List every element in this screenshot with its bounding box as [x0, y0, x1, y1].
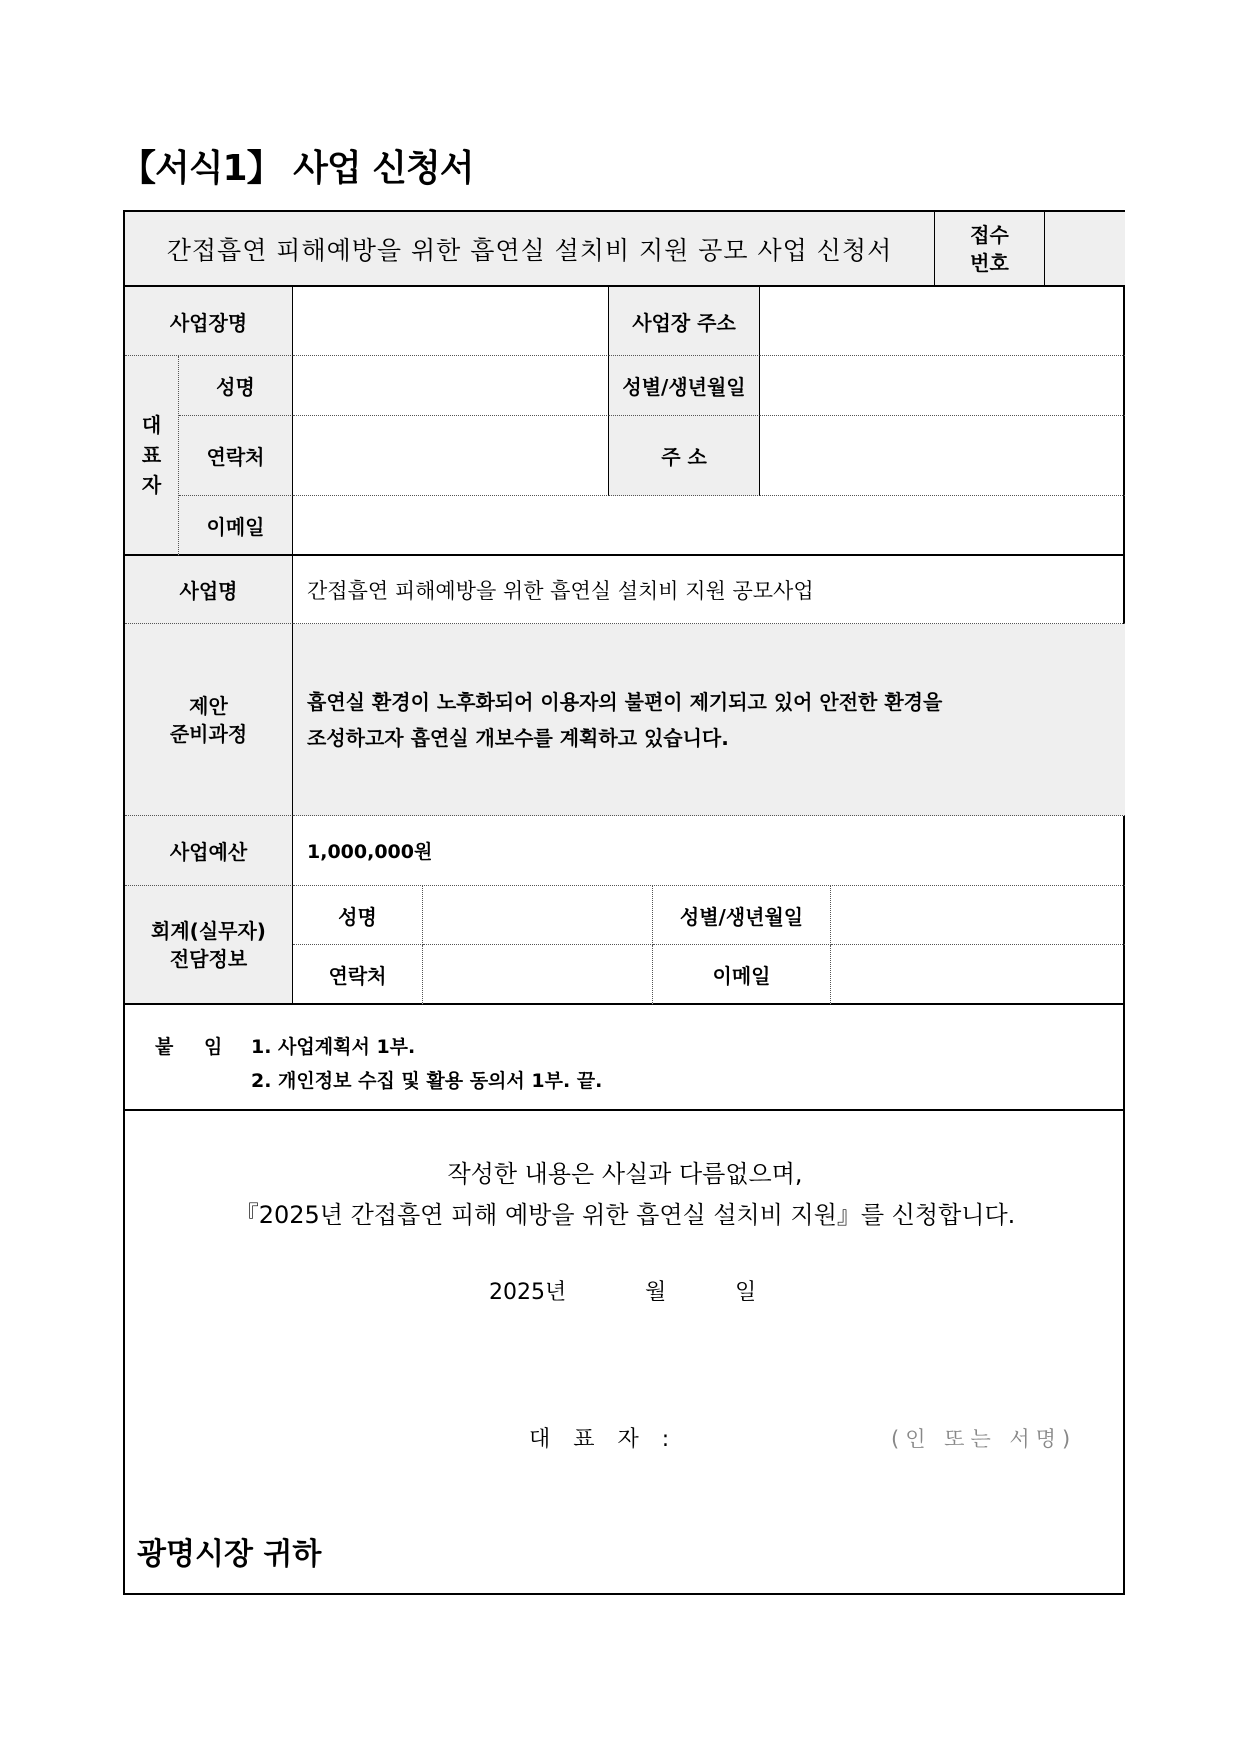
project-name-label: 사업명 — [125, 556, 293, 624]
declaration-line-1: 작성한 내용은 사실과 다름없으며, — [447, 1160, 803, 1188]
acc-name-value[interactable] — [423, 886, 653, 945]
acc-name-label: 성명 — [293, 886, 423, 945]
representative-label: 대 표 자 — [125, 356, 179, 556]
date-day: 일 — [735, 1280, 757, 1305]
acc-contact-label: 연락처 — [293, 945, 423, 1005]
proposal-value: 흡연실 환경이 노후화되어 이용자의 불편이 제기되고 있어 안전한 환경을 조성하고자 흡연실 개보수를 계획하고 있습니다. — [293, 624, 1125, 816]
attachments-section — [125, 1005, 1125, 1111]
date-year: 2025년 — [489, 1280, 567, 1305]
receipt-number-label: 접수 번호 — [935, 212, 1045, 287]
accounting-label: 회계(실무자) 전담정보 — [125, 886, 293, 1005]
rep-address-value[interactable] — [760, 416, 1125, 496]
rep-email-label: 이메일 — [179, 496, 293, 556]
receipt-number-value[interactable] — [1045, 212, 1125, 287]
business-address-value[interactable] — [760, 287, 1125, 356]
rep-name-label: 성명 — [179, 356, 293, 416]
business-address-label: 사업장 주소 — [609, 287, 760, 356]
attachment-item: 2. 개인정보 수집 및 활용 동의서 1부. 끝. — [251, 1070, 603, 1092]
rep-address-label: 주 소 — [609, 416, 760, 496]
rep-gender-birth-value[interactable] — [760, 356, 1125, 416]
project-name-value: 간접흡연 피해예방을 위한 흡연실 설치비 지원 공모사업 — [293, 556, 1125, 624]
acc-contact-value[interactable] — [423, 945, 653, 1005]
date-month: 월 — [645, 1280, 667, 1305]
acc-email-label: 이메일 — [653, 945, 831, 1005]
rep-email-value[interactable] — [293, 496, 1125, 556]
attachment-item: 1. 사업계획서 1부. — [251, 1036, 416, 1058]
rep-contact-label: 연락처 — [179, 416, 293, 496]
proposal-label: 제안 준비과정 — [125, 624, 293, 816]
business-place-value[interactable] — [293, 287, 609, 356]
rep-name-value[interactable] — [293, 356, 609, 416]
budget-label: 사업예산 — [125, 816, 293, 886]
attachments-list — [155, 1030, 602, 1098]
budget-value: 1,000,000원 — [293, 816, 1125, 886]
rep-gender-birth-label: 성별/생년월일 — [609, 356, 760, 416]
document-heading: 【서식1】 사업 신청서 — [120, 148, 474, 189]
acc-gender-birth-label: 성별/생년월일 — [653, 886, 831, 945]
business-place-label: 사업장명 — [125, 287, 293, 356]
seal-or-signature: (인 또는 서명) — [891, 1427, 1077, 1451]
declaration-line-2: 『2025년 간접흡연 피해 예방을 위한 흡연실 설치비 지원』를 신청합니다. — [234, 1201, 1016, 1229]
application-form — [123, 210, 1125, 1595]
addressee: 광명시장 귀하 — [137, 1537, 322, 1572]
form-title: 간접흡연 피해예방을 위한 흡연실 설치비 지원 공모 사업 신청서 — [125, 212, 935, 287]
acc-email-value[interactable] — [831, 945, 1125, 1005]
acc-gender-birth-value[interactable] — [831, 886, 1125, 945]
rep-contact-value[interactable] — [293, 416, 609, 496]
attachments-label: 붙 임 — [155, 1036, 235, 1058]
representative-signature-label: 대 표 자 : — [529, 1427, 678, 1452]
